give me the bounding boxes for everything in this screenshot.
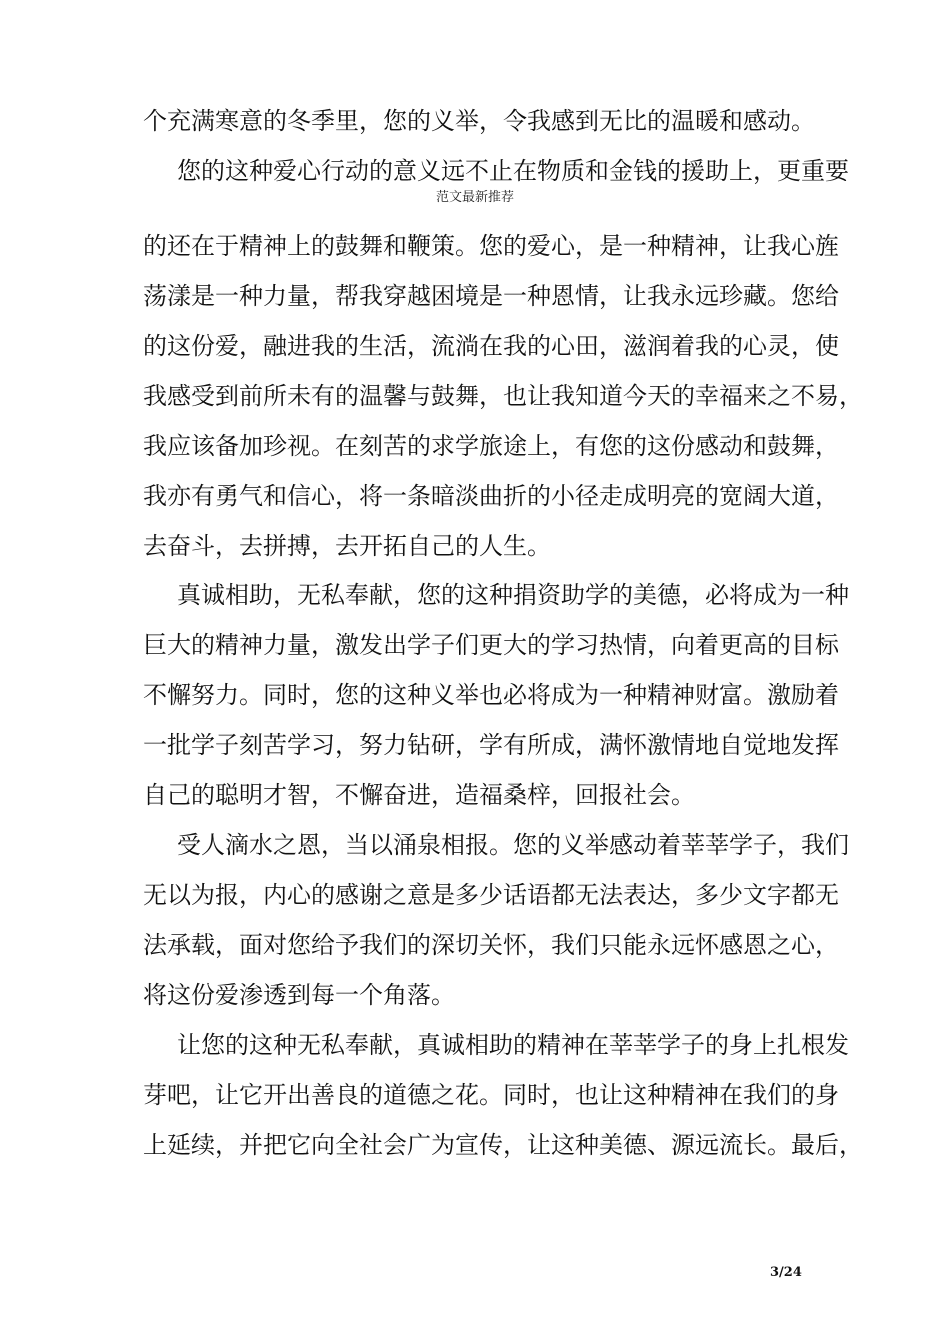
page-number: 3/24 [770,1265,802,1280]
text-line: 您的这种爱心行动的意义远不止在物质和金钱的援助上，更重要 [177,157,849,185]
text-line: 的还在于精神上的鼓舞和鞭策。您的爱心，是一种精神，让我心旌 [143,232,839,260]
text-line: 一批学子刻苦学习，努力钻研，学有所成，满怀激情地自觉地发挥 [143,731,839,759]
text-line: 自己的聪明才智，不懈奋进，造福桑梓，回报社会。 [143,781,695,809]
text-line: 我应该备加珍视。在刻苦的求学旅途上，有您的这份感动和鼓舞， [143,432,839,460]
text-line: 个充满寒意的冬季里，您的义举，令我感到无比的温暖和感动。 [143,107,815,135]
text-line: 法承载，面对您给予我们的深切关怀，我们只能永远怀感恩之心， [143,931,839,959]
text-line: 让您的这种无私奉献，真诚相助的精神在莘莘学子的身上扎根发 [177,1031,849,1059]
text-line: 将这份爱渗透到每一个角落。 [143,981,455,1009]
text-line: 去奋斗，去拼搏，去开拓自己的人生。 [143,532,551,560]
header-note: 范文最新推荐 [435,190,514,205]
text-line: 上延续，并把它向全社会广为宣传，让这种美德、源远流长。最后， [143,1131,863,1159]
text-line: 巨大的精神力量，激发出学子们更大的学习热情，向着更高的目标 [143,631,839,659]
text-line: 的这份爱，融进我的生活，流淌在我的心田，滋润着我的心灵，使 [143,332,839,360]
text-line: 无以为报，内心的感谢之意是多少话语都无法表达，多少文字都无 [143,881,839,909]
text-line: 我亦有勇气和信心，将一条暗淡曲折的小径走成明亮的宽阔大道， [143,482,839,510]
text-line: 不懈努力。同时，您的这种义举也必将成为一种精神财富。激励着 [143,681,839,709]
text-line: 我感受到前所未有的温馨与鼓舞，也让我知道今天的幸福来之不易， [143,382,863,410]
text-line: 芽吧，让它开出善良的道德之花。同时，也让这种精神在我们的身 [143,1081,839,1109]
text-line: 真诚相助，无私奉献，您的这种捐资助学的美德，必将成为一种 [177,581,849,609]
text-line: 荡漾是一种力量，帮我穿越困境是一种恩情，让我永远珍藏。您给 [143,282,839,310]
text-line: 受人滴水之恩，当以涌泉相报。您的义举感动着莘莘学子，我们 [177,831,849,859]
